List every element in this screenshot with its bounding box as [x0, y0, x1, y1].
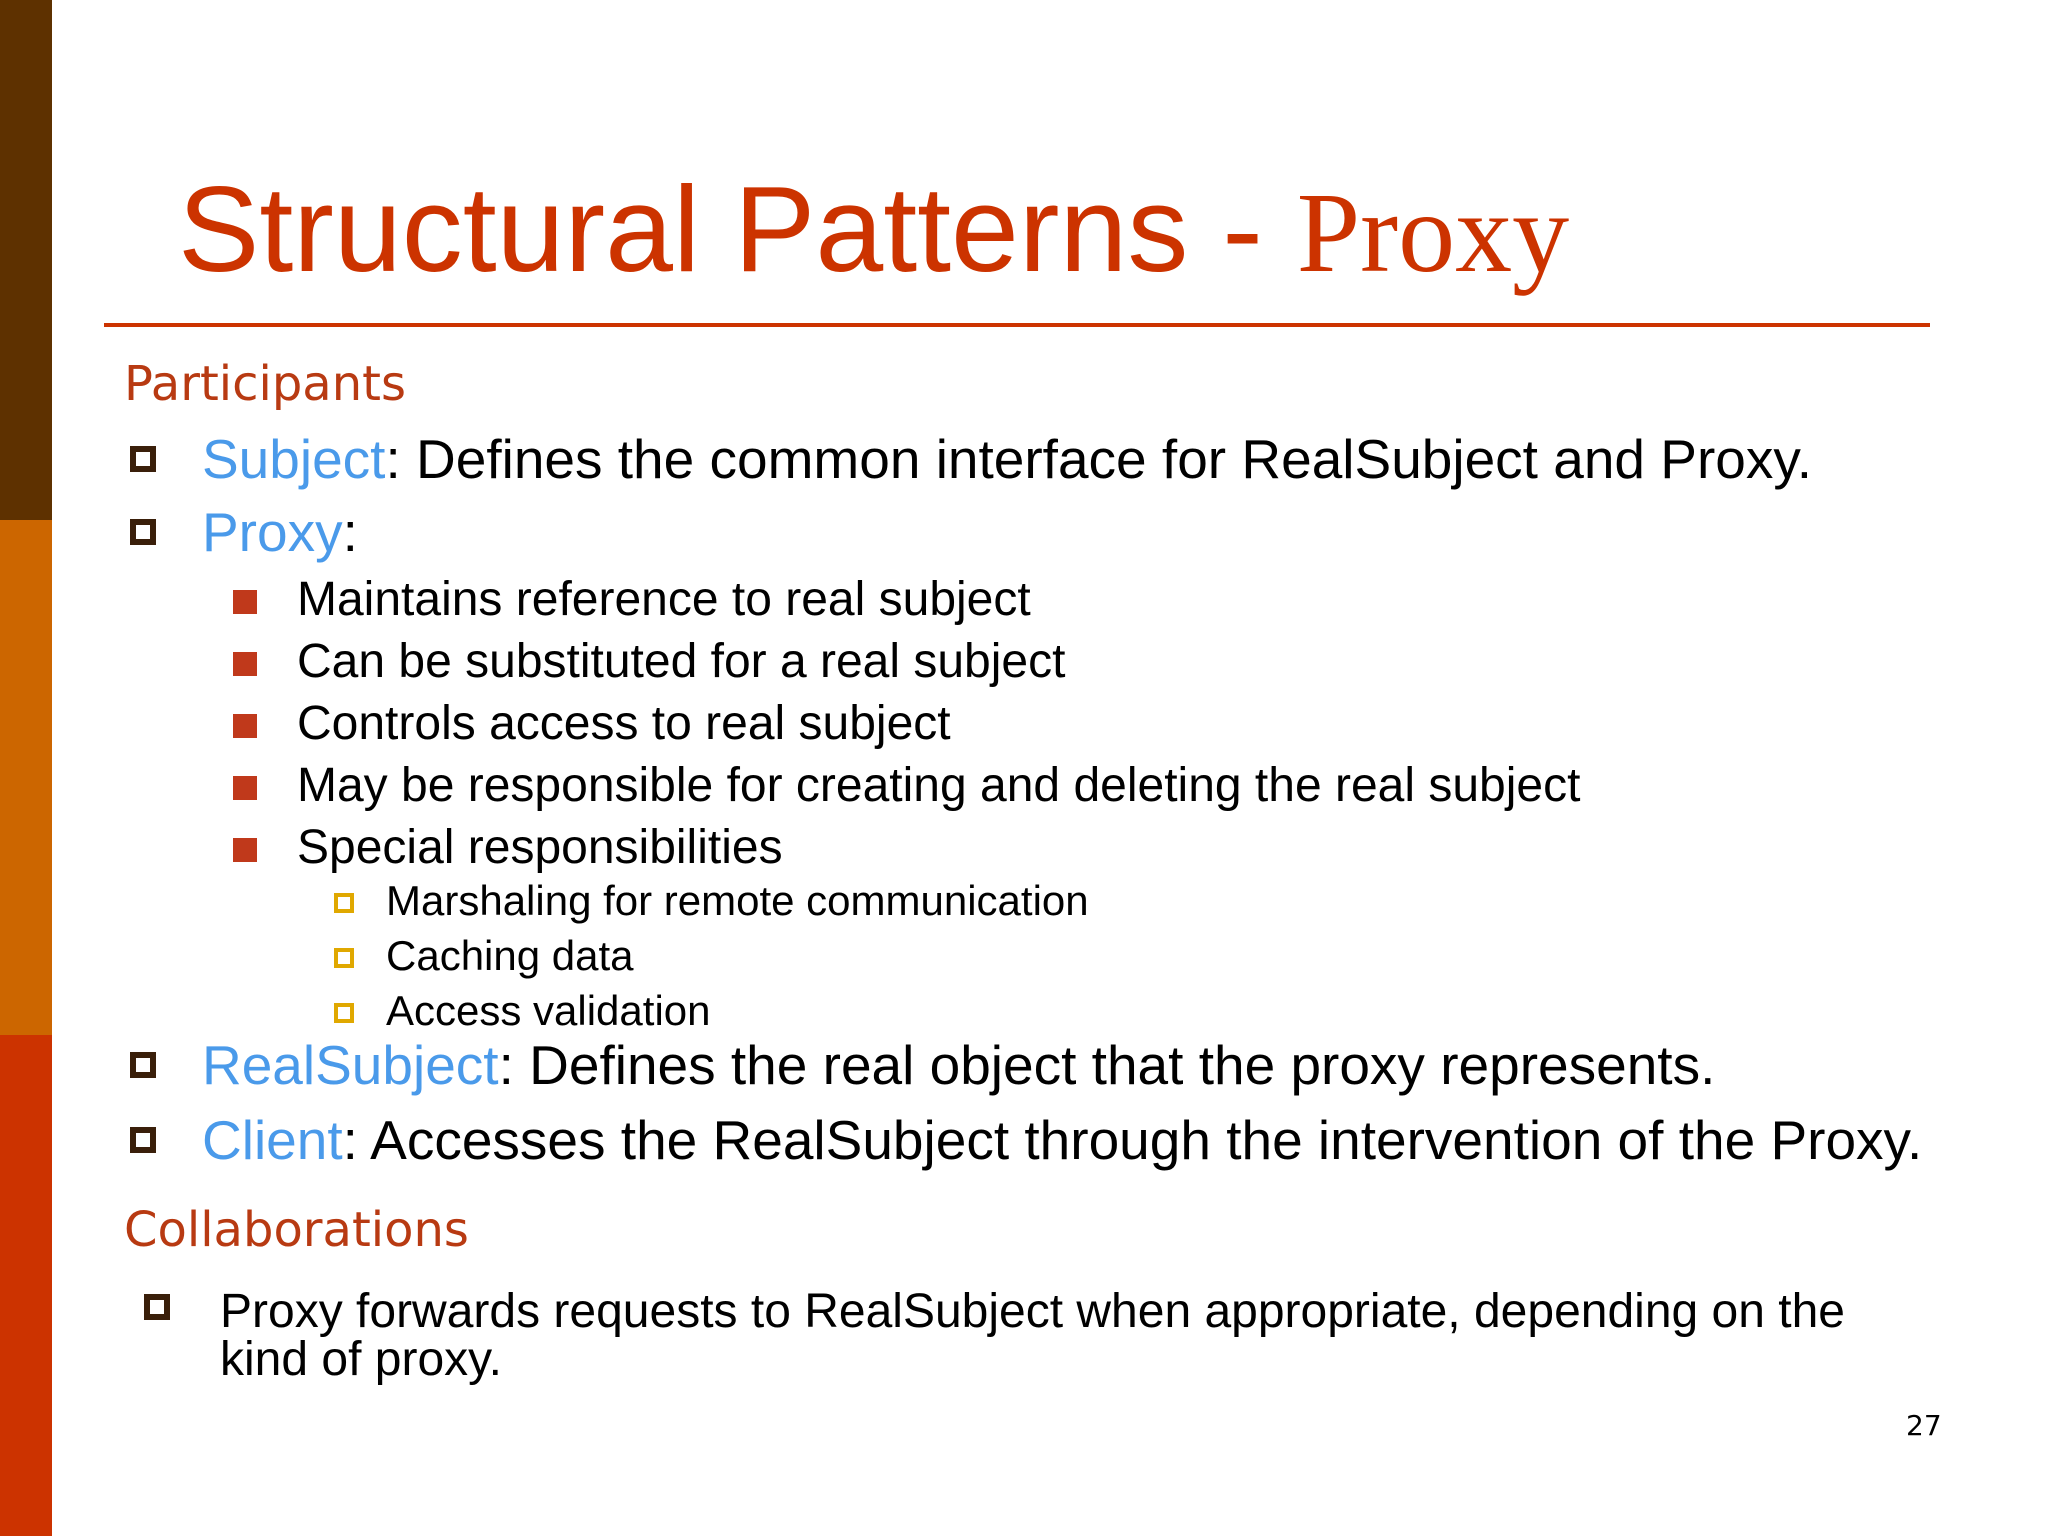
proxy-point-text: Can be substituted for a real subject	[297, 635, 1066, 688]
term-proxy: Proxy	[202, 501, 343, 563]
left-stripe-middle	[0, 520, 52, 1035]
left-stripe-bottom	[0, 1035, 52, 1536]
desc-subject: : Defines the common interface for RealSubject and Proxy.	[385, 428, 1813, 490]
collaborations-heading: Collaborations	[124, 1202, 469, 1258]
term-realsubject: RealSubject	[202, 1034, 499, 1096]
square-bullet-icon	[130, 446, 156, 472]
proxy-point-text: Controls access to real subject	[297, 697, 951, 750]
slide-title-proxy: Proxy	[1296, 169, 1570, 296]
proxy-point-text: Maintains reference to real subject	[297, 573, 1031, 626]
filled-square-bullet-icon	[233, 714, 257, 738]
special-responsibility-text: Caching data	[386, 932, 634, 979]
page-number: 27	[1906, 1409, 1942, 1442]
square-bullet-icon	[130, 519, 156, 545]
square-bullet-icon	[144, 1294, 170, 1320]
filled-square-bullet-icon	[233, 652, 257, 676]
term-client: Client	[202, 1109, 343, 1171]
term-subject: Subject	[202, 428, 386, 490]
title-underline	[104, 323, 1930, 327]
slide-title-main: Structural Patterns -	[178, 161, 1297, 297]
proxy-point-text: May be responsible for creating and deleting the real subject	[297, 759, 1581, 812]
hollow-square-bullet-icon	[334, 1003, 354, 1023]
proxy-point-text: Special responsibilities	[297, 821, 783, 874]
special-responsibility-text: Marshaling for remote communication	[386, 877, 1089, 924]
participants-heading: Participants	[124, 356, 406, 412]
list-item-text	[202, 428, 1813, 490]
left-stripe-top	[0, 0, 52, 520]
slide-title	[178, 161, 1570, 297]
desc-realsubject: : Defines the real object that the proxy represents.	[498, 1034, 1716, 1096]
square-bullet-icon	[130, 1127, 156, 1153]
desc-proxy: :	[342, 501, 358, 563]
square-bullet-icon	[130, 1052, 156, 1078]
special-responsibility-text: Access validation	[386, 987, 711, 1034]
hollow-square-bullet-icon	[334, 948, 354, 968]
list-item-text	[202, 1109, 1923, 1171]
filled-square-bullet-icon	[233, 838, 257, 862]
desc-client: : Accesses the RealSubject through the intervention of the Proxy.	[342, 1109, 1923, 1171]
hollow-square-bullet-icon	[334, 893, 354, 913]
filled-square-bullet-icon	[233, 590, 257, 614]
collaboration-text: Proxy forwards requests to RealSubject when appropriate, depending on the kind of proxy.	[220, 1285, 1845, 1386]
filled-square-bullet-icon	[233, 776, 257, 800]
list-item-text	[202, 501, 358, 563]
list-item-text	[202, 1034, 1716, 1096]
